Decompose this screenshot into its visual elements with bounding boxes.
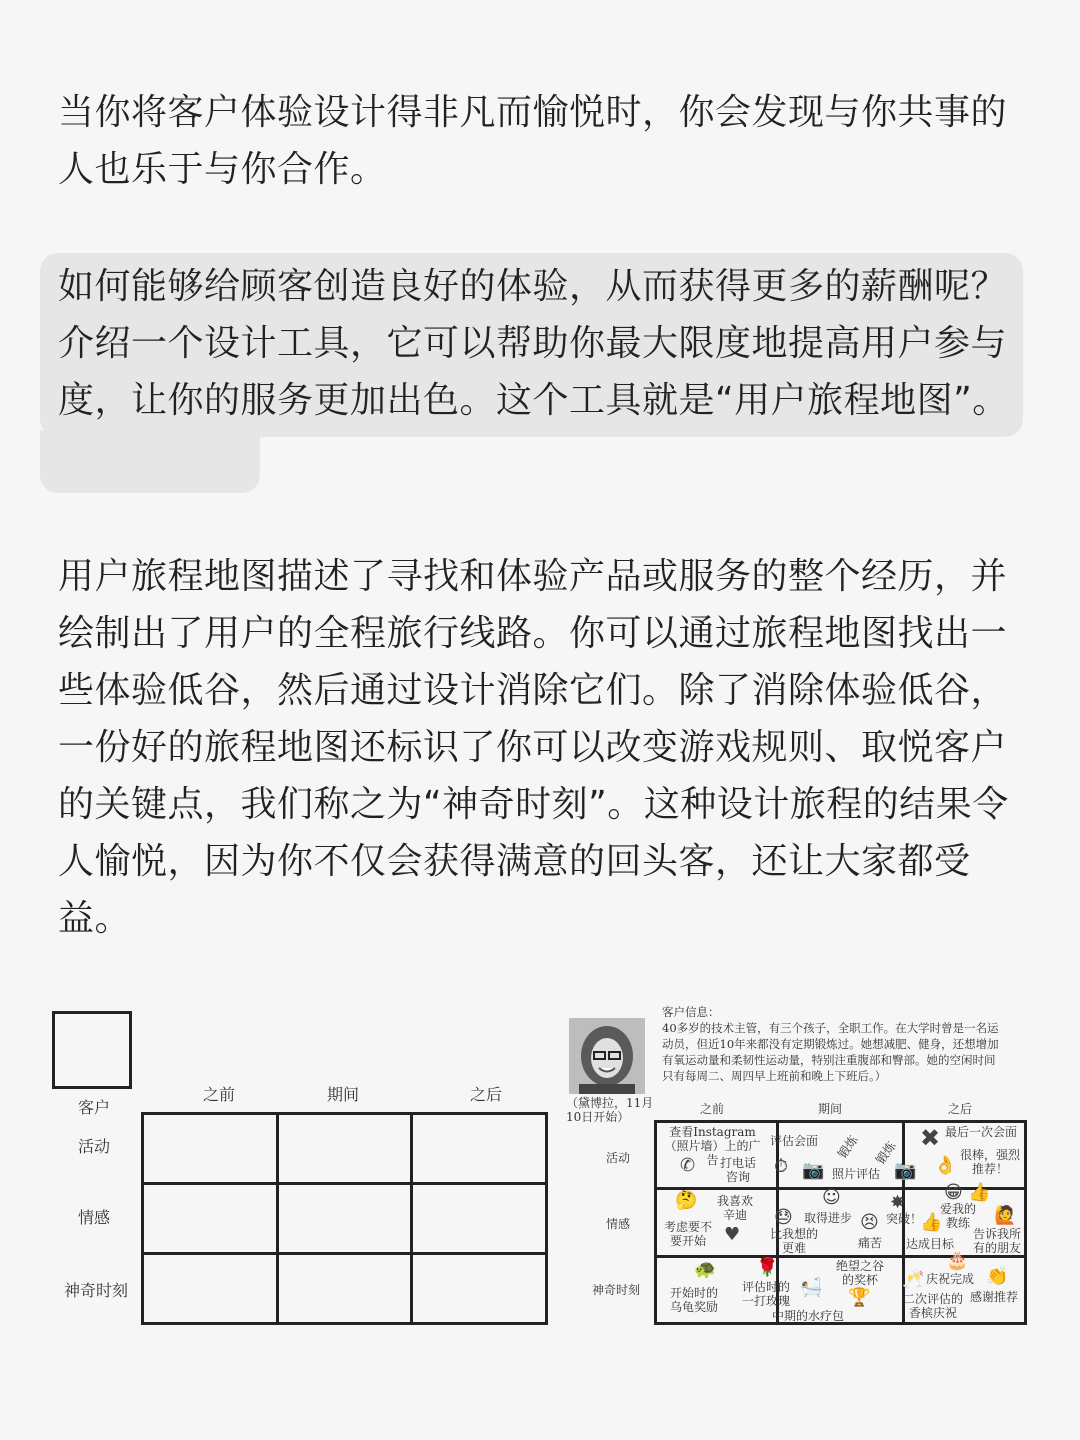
cell-champagne: 二次评估的香槟庆祝 bbox=[902, 1292, 963, 1320]
thumbs-up-icon: 👍 bbox=[920, 1212, 943, 1233]
cake-icon: 🎂 bbox=[946, 1250, 969, 1271]
ok-hand-icon: 👌 bbox=[934, 1155, 957, 1176]
row-emotion: 情感 bbox=[78, 1208, 111, 1227]
cell-highly-recommend: 很棒，强烈推荐！ bbox=[959, 1148, 1020, 1176]
grid-cell bbox=[412, 1254, 547, 1324]
person-icon: 🙋 bbox=[994, 1205, 1017, 1226]
rose-icon: 🌹 bbox=[756, 1257, 779, 1278]
r-col-during: 期间 bbox=[818, 1102, 843, 1116]
turtle-icon: 🐢 bbox=[694, 1259, 717, 1280]
phone-icon: ✆ bbox=[680, 1155, 696, 1176]
blank-grid bbox=[141, 1112, 548, 1325]
grid-cell bbox=[277, 1254, 412, 1324]
cell-final-meeting: 最后一次会面 bbox=[945, 1125, 1018, 1139]
cross-icon: ✖ bbox=[920, 1124, 941, 1152]
paragraph-highlight: 如何能够给顾客创造良好的体验，从而获得更多的薪酬呢？介绍一个设计工具，它可以帮助你最大限度地提高用户参与度，让你的服务更加出色。这个工具就是“用户旅程地图”。 bbox=[58, 266, 1009, 421]
camera-icon: 📷 bbox=[894, 1160, 917, 1181]
r-row-magic: 神奇时刻 bbox=[592, 1283, 641, 1297]
col-before: 之前 bbox=[203, 1085, 236, 1104]
info-title: 客户信息： bbox=[662, 1005, 720, 1019]
cell-spa-pack: 中期的水疗包 bbox=[772, 1309, 845, 1323]
row-magic: 神奇时刻 bbox=[64, 1281, 129, 1300]
grid-cell bbox=[143, 1254, 278, 1324]
r-row-emotion: 情感 bbox=[606, 1217, 631, 1231]
customer-info bbox=[662, 1004, 1002, 1084]
smile-icon: ☺ bbox=[822, 1187, 841, 1208]
cell-instagram-ad: 查看Instagram（照片墙）上的广告 bbox=[664, 1125, 761, 1167]
cell-phone-call: 打电话咨询 bbox=[719, 1156, 756, 1184]
cell-pain: 痛苦 bbox=[858, 1236, 883, 1250]
cell-celebrate-finish: 庆祝完成 bbox=[926, 1272, 975, 1286]
cell-tell-friends: 告诉我所有的朋友 bbox=[972, 1227, 1021, 1255]
cell-roses: 评估时的一打玫瑰 bbox=[741, 1280, 790, 1308]
cell-workout-2: 锻炼 bbox=[873, 1139, 899, 1167]
bath-icon: 🛀 bbox=[800, 1277, 823, 1298]
r-row-activity: 活动 bbox=[606, 1151, 631, 1165]
grid-cell bbox=[277, 1114, 412, 1184]
cell-assessment-meeting: 评估会面 bbox=[770, 1134, 819, 1148]
col-after: 之后 bbox=[470, 1085, 503, 1104]
angry-face-icon: 😣 bbox=[860, 1212, 879, 1233]
grid-cell bbox=[277, 1184, 412, 1254]
cell-love-coach: 爱我的教练 bbox=[940, 1202, 977, 1230]
clap-icon: 👏 bbox=[986, 1266, 1009, 1287]
customer-label: 客户 bbox=[78, 1098, 111, 1117]
cell-photo-assessment: 照片评估 bbox=[832, 1167, 881, 1181]
grid-cell bbox=[143, 1114, 278, 1184]
cell-harder-than-thought: 比我想的更难 bbox=[769, 1227, 818, 1255]
cell-goal-reached: 达成目标 bbox=[906, 1237, 955, 1251]
grid-cell bbox=[412, 1114, 547, 1184]
paragraph-intro: 当你将客户体验设计得非凡而愉悦时，你会发现与你共事的人也乐于与你合作。 bbox=[58, 92, 1008, 190]
r-col-before: 之前 bbox=[700, 1102, 725, 1116]
cell-turtle-reward: 开始时的乌龟奖励 bbox=[669, 1286, 718, 1314]
customer-caption: （黛博拉，11月10日开始） bbox=[566, 1096, 654, 1124]
cell-breakthrough: 突破！ bbox=[886, 1212, 923, 1226]
champagne-icon: 🥂 bbox=[902, 1269, 925, 1290]
col-during: 期间 bbox=[327, 1085, 360, 1104]
cell-consider-start: 考虑要不要开始 bbox=[663, 1220, 712, 1248]
paragraph-journey-map: 用户旅程地图描述了寻找和体验产品或服务的整个经历，并绘制出了用户的全程旅行线路。你可以通过旅程地图找出一些体验低谷，然后通过设计消除它们。除了消除体验低谷，一份好的旅程地图还标识了你可以改变游戏规则、取悦客户的关键点，我们称之为“神奇时刻”。这种设计旅程的结果令人愉悦，因为你不仅会获得满意的回头客，还让大家都受益。 bbox=[58, 556, 1009, 939]
row-activity: 活动 bbox=[78, 1137, 111, 1156]
customer-photo bbox=[569, 1018, 645, 1094]
cell-thanks-referral: 感谢推荐 bbox=[970, 1290, 1019, 1304]
thinking-face-icon: 🤔 bbox=[675, 1190, 698, 1211]
grin-face-icon: 😁 bbox=[944, 1182, 963, 1203]
burst-icon: ✸ bbox=[890, 1192, 906, 1213]
highlight-bg-tail bbox=[40, 430, 260, 493]
stopwatch-icon: ⏱ bbox=[774, 1156, 789, 1177]
trophy-icon: 🏆 bbox=[848, 1287, 871, 1308]
r-col-after: 之后 bbox=[948, 1102, 973, 1116]
info-body: 40多岁的技术主管，有三个孩子，全职工作。在大学时曾是一名运动员，但近10年来都没有定期锻炼过。她想减肥、健身，还想增加有氧运动量和柔韧性运动量，特别注重腹部和臀部。她的空闲时间只有每周二、周四早上班前和晚上下班后。） bbox=[662, 1021, 999, 1083]
camera-icon: 📷 bbox=[802, 1160, 825, 1181]
thumbs-up-icon: 👍 bbox=[968, 1182, 991, 1203]
cell-workout-1: 锻炼 bbox=[835, 1133, 861, 1161]
cell-progress: 取得进步 bbox=[804, 1211, 853, 1225]
cell-trophy-valley: 绝望之谷的奖杯 bbox=[835, 1259, 884, 1287]
sweat-face-icon: 😓 bbox=[774, 1207, 793, 1228]
cell-love-cindy: 我喜欢辛迪 bbox=[716, 1194, 753, 1222]
grid-cell bbox=[143, 1184, 278, 1254]
heart-icon: ♥ bbox=[724, 1224, 741, 1245]
grid-cell bbox=[412, 1184, 547, 1254]
customer-photo-box bbox=[52, 1011, 132, 1089]
